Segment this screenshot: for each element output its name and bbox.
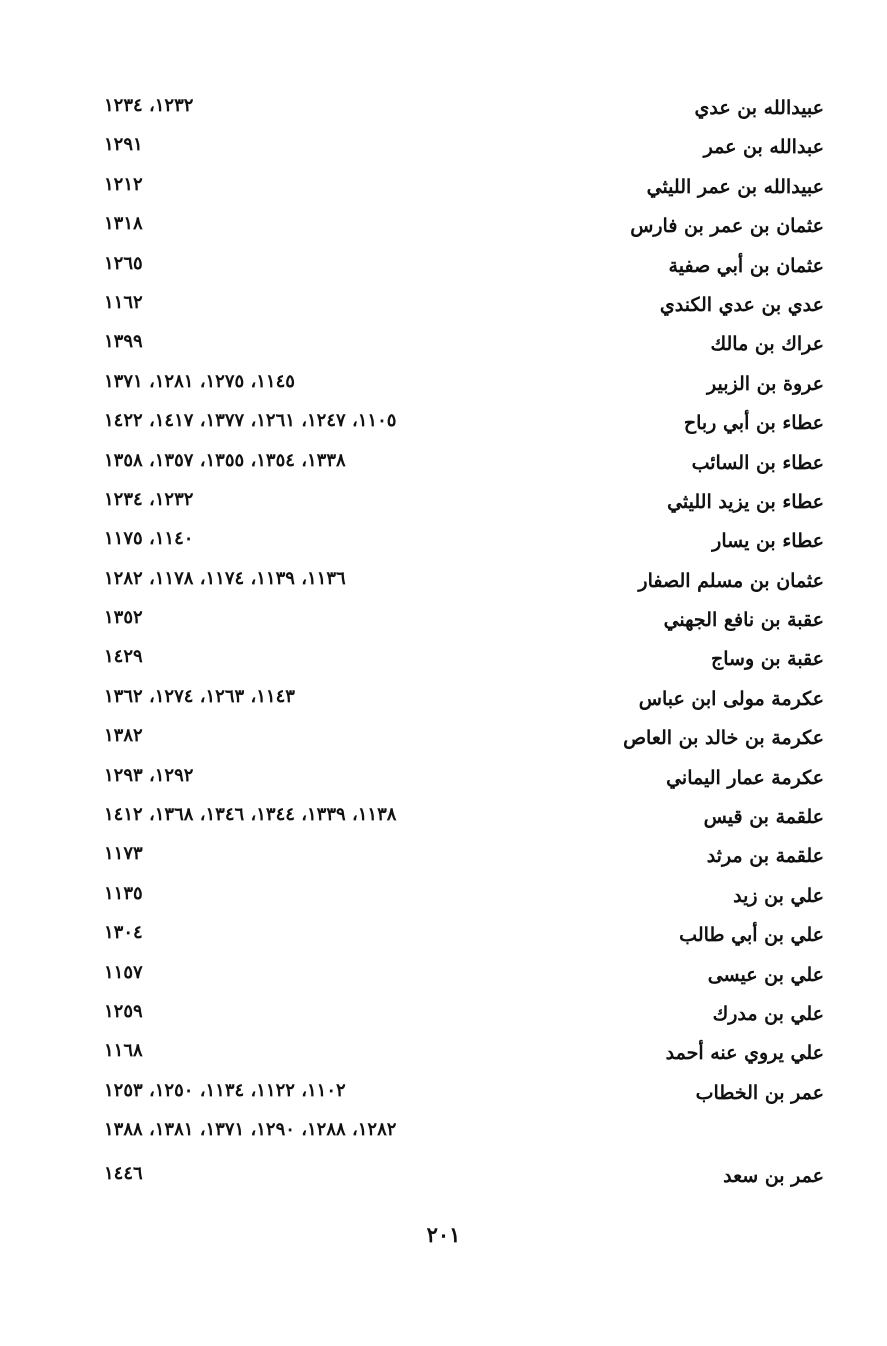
hadith-references: ١٣٨٢: [104, 725, 143, 747]
index-entry: [100, 443, 824, 482]
page-number: ٢٠١: [426, 1222, 461, 1247]
hadith-references: ١٢٨٢، ١٢٨٨، ١٢٩٠، ١٣٧١، ١٣٨١، ١٣٨٨: [104, 1119, 397, 1141]
hadith-references: ١٢٦٥: [104, 252, 143, 274]
hadith-references: ١٢٣٢، ١٢٣٤: [104, 95, 194, 116]
narrator-name: عكرمة عمار اليماني: [666, 766, 824, 789]
hadith-references: ١١٦٢: [104, 291, 143, 313]
index-entry: [100, 600, 824, 639]
narrator-index-list: [100, 88, 824, 1195]
narrator-name: عبدالله بن عمر: [703, 136, 824, 159]
hadith-references: ١١٣٥: [104, 882, 143, 904]
hadith-references: ١١٤٥، ١٢٧٥، ١٢٨١، ١٣٧١: [104, 370, 295, 392]
hadith-references: ١١٤٠، ١١٧٥: [104, 528, 194, 550]
hadith-references: ١٣٣٨، ١٣٥٤، ١٣٥٥، ١٣٥٧، ١٣٥٨: [104, 449, 346, 471]
index-entry: [100, 758, 824, 797]
index-entry: [100, 167, 824, 206]
narrator-name: عمر بن الخطاب: [695, 1081, 824, 1104]
index-entry-continuation: [100, 1112, 824, 1151]
narrator-name: علي بن مدرك: [712, 1002, 824, 1025]
narrator-name: عكرمة بن خالد بن العاص: [623, 727, 824, 750]
narrator-name: عطاء بن أبي رباح: [683, 412, 824, 435]
index-entry: [100, 521, 824, 560]
index-entry: [100, 797, 824, 836]
hadith-references: ١٣٥٢: [104, 607, 143, 629]
index-entry: [100, 639, 824, 678]
hadith-references: ١١٠٢، ١١٢٢، ١١٣٤، ١٢٥٠، ١٢٥٣: [104, 1079, 346, 1101]
index-entry: [100, 127, 824, 166]
narrator-name: عقبة بن وساج: [711, 648, 824, 671]
narrator-name: علي يروي عنه أحمد: [665, 1042, 824, 1065]
narrator-name: علي بن زيد: [733, 884, 824, 907]
narrator-name: عمر بن سعد: [723, 1164, 824, 1187]
hadith-references: ١٣٩٩: [104, 331, 143, 353]
index-entry: [100, 482, 824, 521]
index-entry: [100, 285, 824, 324]
hadith-references: ١١٥٧: [104, 961, 143, 983]
narrator-name: عقبة بن نافع الجهني: [663, 609, 824, 632]
hadith-references: ١٣١٨: [104, 213, 143, 235]
index-entry: [100, 206, 824, 245]
hadith-references: ١١٤٣، ١٢٦٣، ١٢٧٤، ١٣٦٢: [104, 685, 295, 707]
hadith-references: ١٢١٢: [104, 173, 143, 195]
index-entry: [100, 561, 824, 600]
index-entry: [100, 955, 824, 994]
hadith-references: ١٢٣٢، ١٢٣٤: [104, 488, 194, 510]
narrator-name: علي بن عيسى: [707, 963, 824, 986]
index-entry: [100, 324, 824, 363]
hadith-references: ١٤٢٩: [104, 646, 143, 668]
index-entry: [100, 994, 824, 1033]
hadith-references: ١١٣٦، ١١٣٩، ١١٧٤، ١١٧٨، ١٢٨٢: [104, 567, 346, 589]
index-entry: [100, 1073, 824, 1112]
index-entry: [100, 1033, 824, 1072]
narrator-name: علقمة بن مرثد: [706, 845, 824, 868]
index-entry: [100, 836, 824, 875]
index-entry: [100, 718, 824, 757]
index-entry: [100, 403, 824, 442]
index-entry: [100, 876, 824, 915]
hadith-references: ١١٣٨، ١٣٣٩، ١٣٤٤، ١٣٤٦، ١٣٦٨، ١٤١٢: [104, 804, 397, 826]
narrator-name: عكرمة مولى ابن عباس: [638, 687, 824, 710]
narrator-name: عثمان بن أبي صفية: [668, 254, 824, 277]
narrator-name: عثمان بن مسلم الصفار: [638, 569, 824, 592]
index-entry: [100, 246, 824, 285]
narrator-name: عروة بن الزبير: [707, 372, 824, 395]
narrator-name: علي بن أبي طالب: [679, 924, 824, 947]
narrator-name: عطاء بن السائب: [691, 451, 824, 474]
narrator-name: علقمة بن قيس: [703, 806, 824, 829]
hadith-references: ١٣٠٤: [104, 922, 143, 944]
hadith-references: ١١٠٥، ١٢٤٧، ١٢٦١، ١٣٧٧، ١٤١٧، ١٤٢٢: [104, 410, 397, 432]
narrator-name: عبيدالله بن عدي: [694, 97, 824, 119]
narrator-name: عدي بن عدي الكندي: [659, 293, 824, 316]
hadith-references: ١١٦٨: [104, 1040, 143, 1062]
index-entry: [100, 1156, 824, 1195]
index-entry: [100, 364, 824, 403]
hadith-references: ١٤٤٦: [104, 1162, 143, 1184]
narrator-name: عراك بن مالك: [710, 333, 824, 356]
index-entry: [100, 88, 824, 127]
index-entry: [100, 915, 824, 954]
index-entry: [100, 679, 824, 718]
hadith-references: ١٢٩٢، ١٢٩٣: [104, 764, 194, 786]
hadith-references: ١٢٩١: [104, 134, 143, 156]
hadith-references: ١٢٥٩: [104, 1000, 143, 1022]
hadith-references: ١١٧٣: [104, 843, 143, 865]
narrator-name: عبيدالله بن عمر الليثي: [646, 175, 824, 198]
narrator-name: عطاء بن يسار: [712, 530, 824, 553]
narrator-name: عثمان بن عمر بن فارس: [630, 215, 824, 238]
narrator-name: عطاء بن يزيد الليثي: [667, 490, 824, 513]
